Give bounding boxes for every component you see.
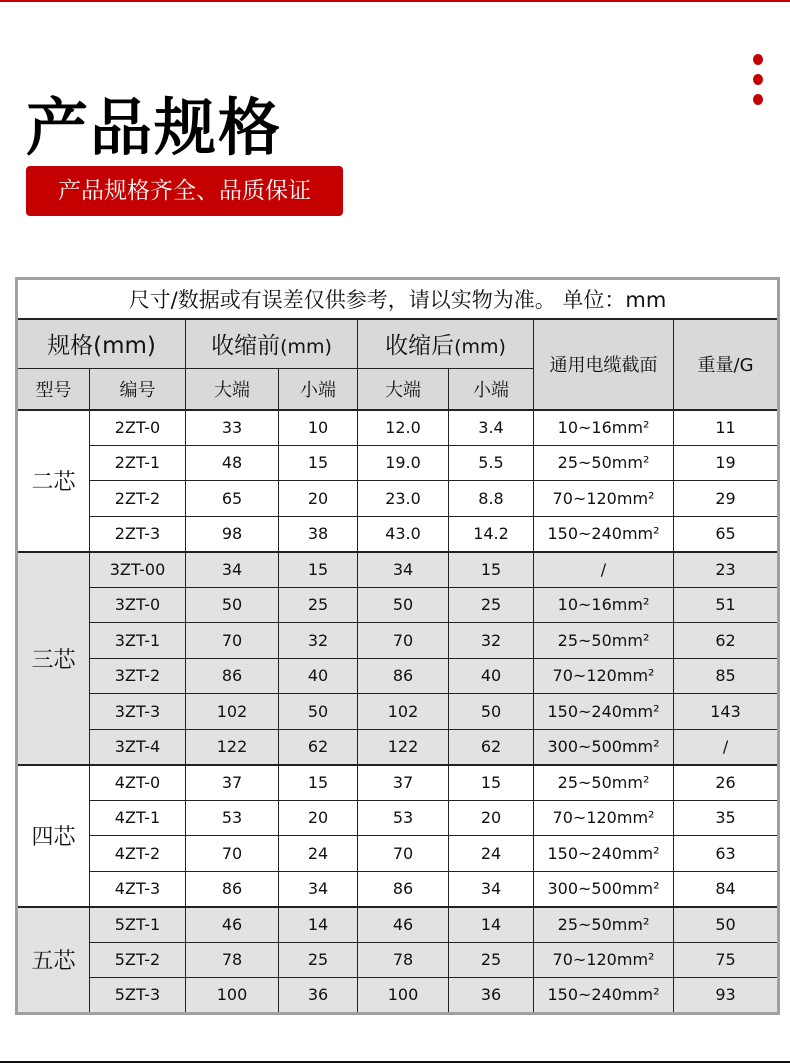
cell-code: 3ZT-00	[90, 552, 186, 588]
dot-icon	[753, 74, 763, 85]
cell-before-big: 86	[186, 871, 279, 907]
group-label: 二芯	[17, 410, 90, 552]
cell-weight: 11	[674, 410, 779, 446]
cell-code: 2ZT-3	[90, 516, 186, 552]
cell-weight: 85	[674, 658, 779, 694]
cell-code: 4ZT-0	[90, 765, 186, 801]
cell-after-big: 86	[358, 871, 449, 907]
cell-code: 4ZT-2	[90, 836, 186, 872]
cell-cable-section: 25~50mm²	[534, 765, 674, 801]
cell-after-big: 100	[358, 978, 449, 1014]
cell-weight: 65	[674, 516, 779, 552]
cell-before-small: 24	[279, 836, 358, 872]
cell-code: 2ZT-2	[90, 481, 186, 517]
cell-cable-section: 70~120mm²	[534, 942, 674, 978]
cell-cable-section: 150~240mm²	[534, 516, 674, 552]
header-spec: 规格(mm)	[17, 319, 186, 369]
dot-icon	[753, 54, 763, 65]
spec-table	[15, 277, 780, 1015]
cell-before-big: 48	[186, 445, 279, 481]
cell-before-big: 78	[186, 942, 279, 978]
table-row	[17, 410, 779, 446]
cell-weight: 93	[674, 978, 779, 1014]
cell-after-big: 34	[358, 552, 449, 588]
header-cable: 通用电缆截面	[534, 319, 674, 410]
header-type: 型号	[17, 369, 90, 410]
table-row	[17, 942, 779, 978]
cell-weight: 29	[674, 481, 779, 517]
cell-before-big: 70	[186, 836, 279, 872]
cell-weight: /	[674, 729, 779, 765]
cell-before-small: 20	[279, 800, 358, 836]
cell-before-small: 36	[279, 978, 358, 1014]
cell-after-small: 32	[449, 623, 534, 659]
cell-cable-section: 70~120mm²	[534, 481, 674, 517]
table-row	[17, 800, 779, 836]
cell-code: 2ZT-1	[90, 445, 186, 481]
header-after: 收缩后(mm)	[358, 319, 534, 369]
cell-after-small: 24	[449, 836, 534, 872]
table-note: 尺寸/数据或有误差仅供参考，请以实物为准。 单位：mm	[17, 279, 779, 319]
cell-cable-section: 25~50mm²	[534, 445, 674, 481]
cell-code: 3ZT-4	[90, 729, 186, 765]
cell-code: 5ZT-2	[90, 942, 186, 978]
cell-before-small: 10	[279, 410, 358, 446]
cell-after-big: 78	[358, 942, 449, 978]
cell-before-small: 62	[279, 729, 358, 765]
cell-cable-section: 150~240mm²	[534, 836, 674, 872]
table-row	[17, 694, 779, 730]
table-row	[17, 445, 779, 481]
table-row	[17, 978, 779, 1014]
cell-code: 3ZT-3	[90, 694, 186, 730]
cell-cable-section: 300~500mm²	[534, 871, 674, 907]
cell-after-big: 19.0	[358, 445, 449, 481]
cell-code: 4ZT-1	[90, 800, 186, 836]
cell-after-big: 70	[358, 623, 449, 659]
subtitle-badge: 产品规格齐全、品质保证	[26, 166, 343, 216]
cell-before-small: 15	[279, 765, 358, 801]
cell-before-small: 25	[279, 942, 358, 978]
cell-weight: 50	[674, 907, 779, 943]
cell-before-small: 25	[279, 587, 358, 623]
cell-weight: 19	[674, 445, 779, 481]
cell-before-small: 14	[279, 907, 358, 943]
table-row	[17, 765, 779, 801]
cell-after-big: 50	[358, 587, 449, 623]
cell-weight: 51	[674, 587, 779, 623]
cell-before-big: 53	[186, 800, 279, 836]
table-row	[17, 907, 779, 943]
header-after-small: 小端	[449, 369, 534, 410]
cell-cable-section: 25~50mm²	[534, 907, 674, 943]
cell-weight: 63	[674, 836, 779, 872]
cell-code: 2ZT-0	[90, 410, 186, 446]
cell-weight: 23	[674, 552, 779, 588]
top-rule	[0, 0, 790, 2]
cell-after-big: 122	[358, 729, 449, 765]
cell-weight: 26	[674, 765, 779, 801]
cell-after-big: 102	[358, 694, 449, 730]
header-weight: 重量/G	[674, 319, 779, 410]
cell-after-big: 46	[358, 907, 449, 943]
header-code: 编号	[90, 369, 186, 410]
cell-after-big: 53	[358, 800, 449, 836]
cell-cable-section: 10~16mm²	[534, 587, 674, 623]
page-title: 产品规格	[26, 91, 283, 164]
cell-before-small: 20	[279, 481, 358, 517]
header-after-big: 大端	[358, 369, 449, 410]
cell-after-small: 20	[449, 800, 534, 836]
cell-after-big: 37	[358, 765, 449, 801]
cell-after-big: 12.0	[358, 410, 449, 446]
cell-after-big: 70	[358, 836, 449, 872]
cell-weight: 84	[674, 871, 779, 907]
table-row	[17, 481, 779, 517]
cell-after-small: 40	[449, 658, 534, 694]
cell-weight: 35	[674, 800, 779, 836]
cell-after-small: 36	[449, 978, 534, 1014]
cell-code: 4ZT-3	[90, 871, 186, 907]
cell-before-big: 65	[186, 481, 279, 517]
cell-cable-section: 10~16mm²	[534, 410, 674, 446]
cell-after-small: 8.8	[449, 481, 534, 517]
table-row	[17, 587, 779, 623]
table-row	[17, 623, 779, 659]
dot-icon	[753, 94, 763, 105]
table-row	[17, 552, 779, 588]
cell-weight: 143	[674, 694, 779, 730]
cell-before-small: 40	[279, 658, 358, 694]
cell-before-big: 46	[186, 907, 279, 943]
table-row	[17, 836, 779, 872]
cell-before-small: 15	[279, 445, 358, 481]
cell-cable-section: 25~50mm²	[534, 623, 674, 659]
group-label: 四芯	[17, 765, 90, 907]
cell-before-big: 102	[186, 694, 279, 730]
cell-before-big: 98	[186, 516, 279, 552]
cell-cable-section: 150~240mm²	[534, 978, 674, 1014]
cell-before-big: 37	[186, 765, 279, 801]
cell-before-big: 86	[186, 658, 279, 694]
cell-after-big: 23.0	[358, 481, 449, 517]
cell-cable-section: 300~500mm²	[534, 729, 674, 765]
cell-after-small: 15	[449, 765, 534, 801]
cell-weight: 75	[674, 942, 779, 978]
cell-before-small: 50	[279, 694, 358, 730]
cell-before-small: 15	[279, 552, 358, 588]
group-label: 五芯	[17, 907, 90, 1014]
cell-after-big: 86	[358, 658, 449, 694]
cell-cable-section: 70~120mm²	[534, 800, 674, 836]
cell-weight: 62	[674, 623, 779, 659]
cell-after-small: 14	[449, 907, 534, 943]
cell-code: 3ZT-0	[90, 587, 186, 623]
header-before-big: 大端	[186, 369, 279, 410]
cell-before-small: 38	[279, 516, 358, 552]
cell-before-big: 34	[186, 552, 279, 588]
cell-after-small: 34	[449, 871, 534, 907]
cell-after-small: 15	[449, 552, 534, 588]
cell-after-small: 3.4	[449, 410, 534, 446]
cell-cable-section: 70~120mm²	[534, 658, 674, 694]
table-row	[17, 516, 779, 552]
cell-code: 3ZT-1	[90, 623, 186, 659]
cell-cable-section: /	[534, 552, 674, 588]
cell-before-small: 32	[279, 623, 358, 659]
cell-before-big: 122	[186, 729, 279, 765]
group-label: 三芯	[17, 552, 90, 765]
cell-code: 5ZT-1	[90, 907, 186, 943]
cell-after-big: 43.0	[358, 516, 449, 552]
cell-code: 3ZT-2	[90, 658, 186, 694]
header-before: 收缩前(mm)	[186, 319, 358, 369]
table-row	[17, 871, 779, 907]
cell-before-big: 50	[186, 587, 279, 623]
cell-after-small: 25	[449, 942, 534, 978]
table-row	[17, 729, 779, 765]
cell-after-small: 50	[449, 694, 534, 730]
cell-after-small: 5.5	[449, 445, 534, 481]
cell-after-small: 25	[449, 587, 534, 623]
cell-cable-section: 150~240mm²	[534, 694, 674, 730]
table-row	[17, 658, 779, 694]
header-before-small: 小端	[279, 369, 358, 410]
cell-after-small: 62	[449, 729, 534, 765]
cell-after-small: 14.2	[449, 516, 534, 552]
cell-before-big: 70	[186, 623, 279, 659]
cell-code: 5ZT-3	[90, 978, 186, 1014]
cell-before-small: 34	[279, 871, 358, 907]
cell-before-big: 100	[186, 978, 279, 1014]
cell-before-big: 33	[186, 410, 279, 446]
